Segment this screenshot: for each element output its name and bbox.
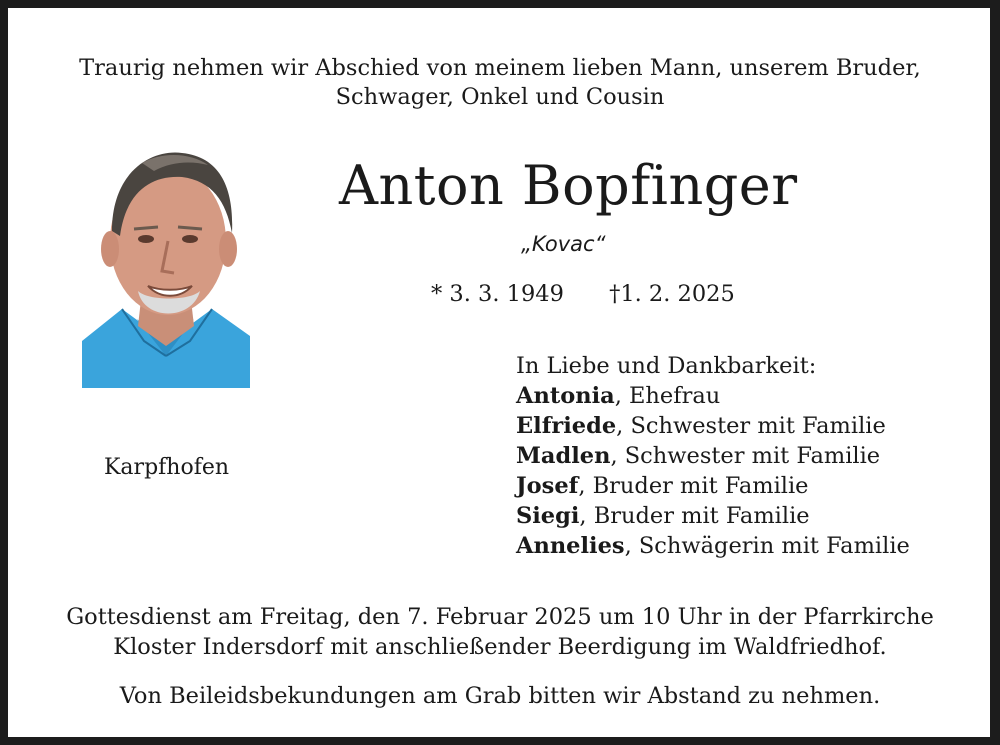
- deceased-nickname: „Kovac“: [521, 232, 606, 256]
- mourner-row: [516, 531, 910, 561]
- mourner-relation: , Schwägerin mit Familie: [624, 533, 910, 559]
- life-dates: [431, 281, 735, 307]
- mourner-row: [516, 381, 910, 411]
- place-of-residence: Karpfhofen: [104, 455, 230, 480]
- portrait-photo: [82, 141, 250, 388]
- intro-line-2: Schwager, Onkel und Cousin: [335, 84, 665, 110]
- mourner-relation: , Schwester mit Familie: [610, 443, 881, 469]
- mourner-relation: , Bruder mit Familie: [579, 503, 810, 529]
- obituary-card: [8, 8, 990, 737]
- intro-line-1: Traurig nehmen wir Abschied von meinem lieben Mann, unserem Bruder,: [79, 55, 921, 81]
- mourner-relation: , Bruder mit Familie: [578, 473, 809, 499]
- mourner-name: Josef: [516, 473, 579, 499]
- mourner-name: Elfriede: [516, 413, 617, 439]
- funeral-service-info: [0, 602, 1000, 662]
- mourners-heading: In Liebe und Dankbarkeit:: [516, 353, 817, 379]
- deceased-name: Anton Bopfinger: [339, 154, 798, 217]
- mourner-relation: , Ehefrau: [614, 383, 721, 409]
- mourner-row: [516, 411, 910, 441]
- birth-date: * 3. 3. 1949: [431, 281, 564, 307]
- service-line-1: Gottesdienst am Freitag, den 7. Februar 2025 um 10 Uhr in der Pfarrkirche: [66, 604, 934, 630]
- mourner-row: [516, 441, 910, 471]
- mourner-row: [516, 471, 910, 501]
- mourners-list: [516, 351, 910, 561]
- service-line-2: Kloster Indersdorf mit anschließender Beerdigung im Waldfriedhof.: [113, 634, 887, 660]
- mourner-relation: , Schwester mit Familie: [616, 413, 886, 439]
- intro-text: [0, 54, 1000, 112]
- mourner-name: Antonia: [516, 383, 615, 409]
- mourner-name: Annelies: [516, 533, 625, 559]
- mourner-row: [516, 501, 910, 531]
- condolence-note: Von Beileidsbekundungen am Grab bitten wir Abstand zu nehmen.: [119, 683, 881, 709]
- mourner-name: Siegi: [516, 503, 580, 529]
- death-date: †1. 2. 2025: [609, 281, 735, 307]
- mourner-name: Madlen: [516, 443, 611, 469]
